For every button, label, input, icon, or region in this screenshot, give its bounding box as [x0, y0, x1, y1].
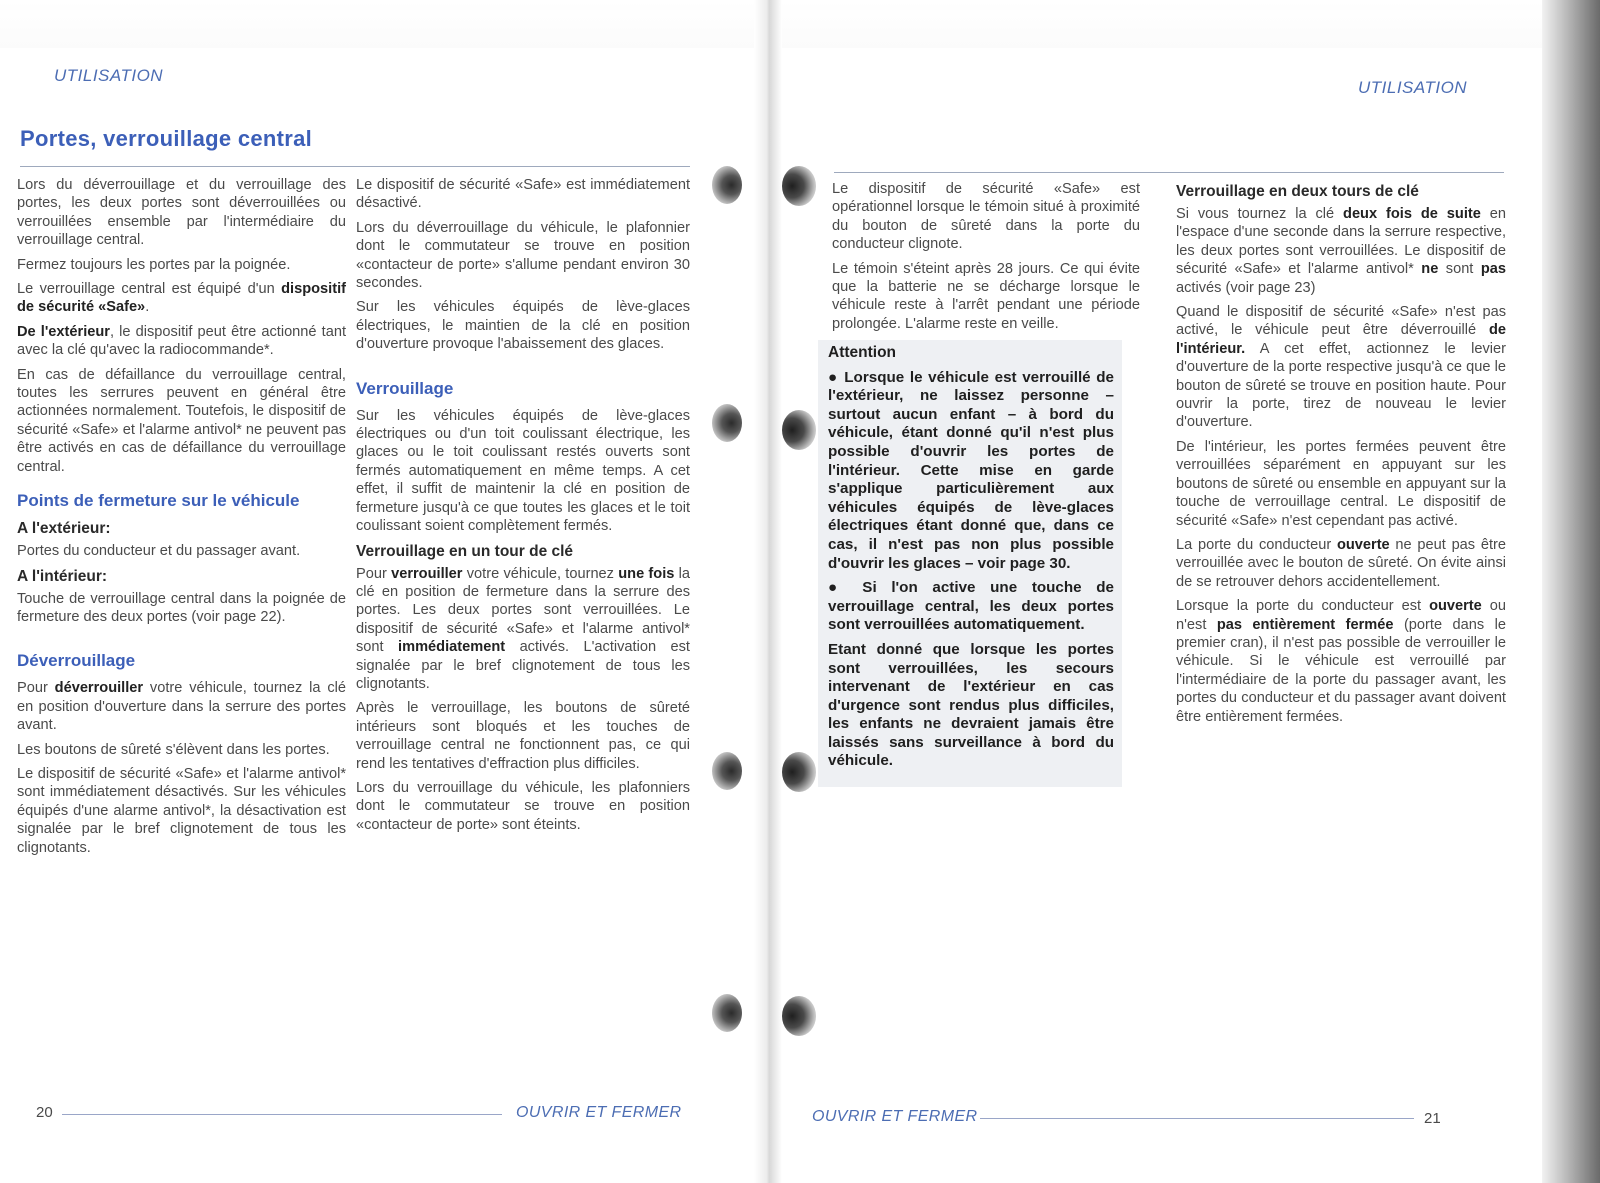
page-number: 20: [36, 1104, 53, 1121]
paragraph: Sur les véhicules équipés de lève-glaces électriques, le maintien de la clé en position d'ouverture provoque l'abaissement des glaces.: [356, 299, 690, 353]
paragraph: Le dispositif de sécurité «Safe» et l'alarme antivol* sont immédiatement désactivés. Sur les véhicules équipés d'une alarme antivol*, la désactivation est signalée par le bref clignotement de tous les clignotants.: [17, 765, 346, 856]
footer-rule: [62, 1114, 502, 1115]
paragraph: Lors du déverrouillage du véhicule, le plafonnier dont le commutateur se trouve en position «contacteur de porte» s'allume pendant environ 30 secondes.: [356, 219, 690, 292]
subheading: Verrouillage en un tour de clé: [356, 542, 574, 560]
running-footer: OUVRIR ET FERMER: [812, 1108, 978, 1125]
paragraph: Le témoin s'éteint après 28 jours. Ce qui évite que la batterie ne se décharge lorsque le véhicule reste à l'arrêt pendant une période prolongée. L'alarme reste en veille.: [832, 260, 1140, 332]
section-heading: Déverrouillage: [17, 651, 136, 671]
paragraph: De l'intérieur, les portes fermées peuvent être verrouillées séparément en appuyant sur les boutons de sûreté ou ensemble en appuyant sur la touche de verrouillage central. Le dispositif de sécurité «Safe» n'est cependant pas activé.: [1176, 438, 1506, 529]
attention-title: Attention: [828, 344, 897, 361]
running-header: UTILISATION: [54, 66, 164, 85]
paragraph: Après le verrouillage, les boutons de sûreté intérieurs sont bloqués et les touches de verrouillage central ne fonctionnent pas, ce qui rend les tentatives d'effraction plus difficiles.: [356, 700, 690, 772]
section-heading: Points de fermeture sur le véhicule: [17, 491, 300, 511]
paragraph: Les boutons de sûreté s'élèvent dans les portes.: [17, 741, 330, 758]
section-heading: Verrouillage: [356, 378, 454, 398]
paragraph: Portes du conducteur et du passager avant.: [17, 543, 301, 560]
paragraph: Fermez toujours les portes par la poignée.: [17, 256, 291, 273]
attention-box: [818, 340, 1122, 787]
paragraph: Quand le dispositif de sécurité «Safe» n'est pas activé, le véhicule peut être déverrouillé de l'intérieur. A cet effet, actionnez le levier d'ouverture de la porte respective jusqu'à ce que le bouton de sûreté se trouve en position haute. Pour ouvrir la porte, tirez de nouveau le levier d'ouverture.: [1176, 304, 1506, 431]
left-column-1: [17, 176, 346, 863]
paragraph: De l'extérieur, le dispositif peut être actionné tant avec la clé qu'avec la radiocommande*.: [17, 323, 346, 359]
page-title: Portes, verrouillage central: [20, 126, 313, 151]
paragraph: Touche de verrouillage central dans la poignée de fermeture des deux portes (voir page 22).: [17, 590, 346, 625]
paragraph: Pour verrouiller votre véhicule, tournez une fois la clé en position de fermeture dans la serrure des portes. Les deux portes sont verrouillées. Le dispositif de sécurité «Safe» et l'alarme antivol* sont immédiatement activés. L'activation est signalée par le bref clignotement de tous les clignotants.: [356, 565, 691, 692]
footer-rule: [980, 1118, 1414, 1119]
paragraph: Lorsque la porte du conducteur est ouverte ou n'est pas entièrement fermée (porte dans le premier cran), il n'est pas possible de verrouiller le véhicule. Si le véhicule est verrouillé par l'intermédiaire de la porte du passager avant, les portes du conducteur et du passager avant doivent être entièrement fermées.: [1176, 598, 1506, 725]
title-rule: [834, 172, 1504, 173]
paragraph: La porte du conducteur ouverte ne peut pas être verrouillée avec le bouton de sûreté. On évite ainsi de se retrouver dehors accidentellement.: [1176, 536, 1506, 590]
paragraph: Pour déverrouiller votre véhicule, tournez la clé en position d'ouverture dans la serrure des portes avant.: [17, 680, 346, 734]
warning-paragraph: ● Si l'on active une touche de verrouillage central, les deux portes sont verrouillées automatiquement.: [828, 579, 1114, 634]
running-header: UTILISATION: [1358, 78, 1468, 97]
title-rule: [20, 166, 690, 167]
paragraph: En cas de défaillance du verrouillage central, toutes les serrures peuvent en général être actionnées normalement. Toutefois, le dispositif de sécurité «Safe» et l'alarme antivol* ne peuvent pas être activés en cas de défaillance du verrouillage central.: [17, 366, 346, 475]
scan-edge: [1542, 0, 1600, 1183]
left-column-2: [356, 176, 690, 840]
right-column-2: [1176, 180, 1506, 732]
warning-paragraph: Etant donné que lorsque les portes sont verrouillées, les secours intervenant de l'extérieur en cas d'urgence sont rendus plus difficiles, les enfants ne devraient jamais être laissés sans surveillance à bord du véhicule.: [828, 640, 1114, 770]
paragraph: Lors du déverrouillage et du verrouillage des portes, les deux portes sont déverrouillées ou verrouillées ensemble par l'intermédiaire du verrouillage central.: [17, 177, 346, 249]
paragraph: Sur les véhicules équipés de lève-glaces électriques ou d'un toit coulissant électrique, les glaces ou le toit coulissant restés ouverts sont fermés automatiquement en même temps. A cet effet, il suffit de maintenir la clé en position de fermeture jusqu'à ce que toutes les glaces et le toit coulissant soient complètement fermés.: [356, 407, 690, 535]
paragraph: Si vous tournez la clé deux fois de suite en l'espace d'une seconde dans la serrure respective, les deux portes sont verrouillées. Le dispositif de sécurité «Safe» et l'alarme antivol* ne sont pas activés (voir page 23): [1176, 206, 1506, 296]
subheading: Verrouillage en deux tours de clé: [1176, 183, 1419, 200]
paragraph: Le verrouillage central est équipé d'un dispositif de sécurité «Safe».: [17, 281, 346, 316]
left-page: [0, 0, 760, 1183]
right-page: [782, 0, 1542, 1183]
paragraph: Le dispositif de sécurité «Safe» est opérationnel lorsque le témoin situé à proximité du bouton de sûreté dans la porte du conducteur clignote.: [832, 181, 1140, 253]
subheading: A l'extérieur:: [17, 520, 111, 538]
right-column-1: [832, 180, 1140, 339]
subheading: A l'intérieur:: [17, 567, 108, 585]
running-footer: OUVRIR ET FERMER: [516, 1104, 682, 1121]
warning-paragraph: ● Lorsque le véhicule est verrouillé de l'extérieur, ne laissez personne – surtout aucun enfant – à bord du véhicule, étant donné qu'il n'est plus possible d'ouvrir les portes de l'intérieur. Cette mise en garde s'applique particulièrement aux véhicules équipés de lève-glaces électriques étant donné que, dans ce cas, il n'est pas non plus possible d'ouvrir les glaces – voir page 30.: [828, 368, 1114, 572]
paragraph: Le dispositif de sécurité «Safe» est immédiatement désactivé.: [356, 177, 690, 212]
paragraph: Lors du verrouillage du véhicule, les plafonniers dont le commutateur se trouve en position «contacteur de porte» sont éteints.: [356, 779, 690, 833]
page-number: 21: [1424, 1110, 1441, 1127]
